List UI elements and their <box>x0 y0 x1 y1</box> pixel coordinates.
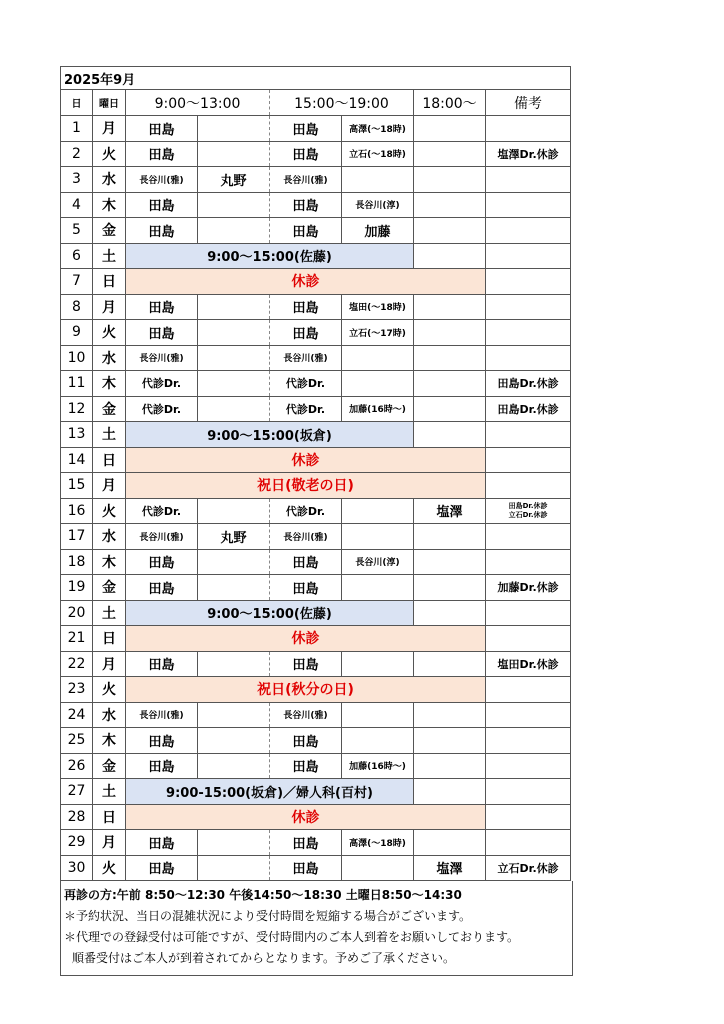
day-of-week: 金 <box>93 575 126 601</box>
table-row <box>61 473 571 499</box>
evening-doctor <box>414 371 486 397</box>
closed-label: 祝日(秋分の日) <box>126 677 486 703</box>
day-of-week: 日 <box>93 626 126 652</box>
afternoon-doctor-2 <box>342 575 414 601</box>
evening-doctor <box>414 141 486 167</box>
morning-doctor: 田島 <box>126 753 198 779</box>
table-row <box>61 116 571 142</box>
day-of-week: 月 <box>93 830 126 856</box>
table-row <box>61 804 571 830</box>
afternoon-doctor: 長谷川(雅) <box>270 167 342 193</box>
morning-doctor: 田島 <box>126 116 198 142</box>
morning-doctor-2 <box>198 575 270 601</box>
evening-doctor <box>414 830 486 856</box>
table-row <box>61 141 571 167</box>
day-number: 24 <box>61 702 93 728</box>
day-of-week: 日 <box>93 269 126 295</box>
morning-doctor: 田島 <box>126 575 198 601</box>
remarks-cell <box>486 677 571 703</box>
morning-doctor-2 <box>198 371 270 397</box>
morning-doctor-2 <box>198 498 270 524</box>
afternoon-doctor: 田島 <box>270 830 342 856</box>
afternoon-doctor-2 <box>342 651 414 677</box>
closed-label: 祝日(敬老の日) <box>126 473 486 499</box>
footer-note-3: 順番受付はご本人が到着されてからとなります。予めご了承ください。 <box>72 951 456 965</box>
evening-doctor <box>414 702 486 728</box>
afternoon-doctor: 田島 <box>270 549 342 575</box>
remarks-cell <box>486 218 571 244</box>
afternoon-doctor-2: 加藤 <box>342 218 414 244</box>
evening-doctor <box>414 422 486 448</box>
evening-doctor <box>414 753 486 779</box>
afternoon-doctor: 田島 <box>270 218 342 244</box>
afternoon-doctor: 田島 <box>270 651 342 677</box>
evening-doctor: 塩澤 <box>414 498 486 524</box>
table-row <box>61 677 571 703</box>
evening-doctor <box>414 575 486 601</box>
table-row <box>61 728 571 754</box>
remarks-cell: 立石Dr.休診 <box>486 855 571 881</box>
afternoon-doctor: 長谷川(雅) <box>270 702 342 728</box>
day-number: 30 <box>61 855 93 881</box>
afternoon-doctor-2 <box>342 498 414 524</box>
footer-note-2: ＊代理での登録受付は可能ですが、受付時間内のご本人到着をお願いしております。 <box>64 930 520 944</box>
evening-doctor <box>414 549 486 575</box>
day-of-week: 日 <box>93 804 126 830</box>
morning-doctor-2 <box>198 728 270 754</box>
evening-doctor <box>414 320 486 346</box>
remarks-cell <box>486 549 571 575</box>
day-of-week: 水 <box>93 702 126 728</box>
afternoon-doctor-2: 長谷川(淳) <box>342 549 414 575</box>
morning-doctor-2 <box>198 549 270 575</box>
evening-doctor <box>414 243 486 269</box>
day-number: 28 <box>61 804 93 830</box>
remarks-cell <box>486 167 571 193</box>
day-number: 8 <box>61 294 93 320</box>
evening-doctor <box>414 396 486 422</box>
morning-doctor: 田島 <box>126 651 198 677</box>
morning-doctor: 田島 <box>126 218 198 244</box>
evening-doctor <box>414 218 486 244</box>
header-evening: 18:00～ <box>414 90 486 116</box>
morning-doctor-2 <box>198 345 270 371</box>
evening-doctor <box>414 116 486 142</box>
table-row <box>61 524 571 550</box>
afternoon-doctor: 長谷川(雅) <box>270 524 342 550</box>
day-of-week: 土 <box>93 600 126 626</box>
afternoon-doctor-2 <box>342 167 414 193</box>
morning-doctor: 田島 <box>126 294 198 320</box>
morning-doctor: 田島 <box>126 728 198 754</box>
afternoon-doctor-2: 塩田(～18時) <box>342 294 414 320</box>
morning-doctor: 長谷川(雅) <box>126 702 198 728</box>
afternoon-doctor-2: 高澤(～18時) <box>342 830 414 856</box>
day-number: 12 <box>61 396 93 422</box>
morning-doctor: 長谷川(雅) <box>126 345 198 371</box>
closed-label: 休診 <box>126 269 486 295</box>
day-number: 13 <box>61 422 93 448</box>
afternoon-doctor: 代診Dr. <box>270 498 342 524</box>
evening-doctor <box>414 779 486 805</box>
footer-note-1: ＊予約状況、当日の混雑状況により受付時間を短縮する場合がございます。 <box>64 909 472 923</box>
saturday-hours: 9:00～15:00(佐藤) <box>126 600 414 626</box>
afternoon-doctor: 代診Dr. <box>270 371 342 397</box>
morning-doctor: 田島 <box>126 549 198 575</box>
header-afternoon: 15:00～19:00 <box>270 90 414 116</box>
remarks-cell <box>486 498 571 524</box>
morning-doctor: 田島 <box>126 320 198 346</box>
table-row <box>61 651 571 677</box>
morning-doctor: 代診Dr. <box>126 396 198 422</box>
morning-doctor-2 <box>198 855 270 881</box>
morning-doctor-2 <box>198 702 270 728</box>
day-number: 10 <box>61 345 93 371</box>
table-row <box>61 243 571 269</box>
morning-doctor-2 <box>198 116 270 142</box>
day-of-week: 月 <box>93 116 126 142</box>
day-number: 26 <box>61 753 93 779</box>
morning-doctor-2 <box>198 830 270 856</box>
table-row <box>61 498 571 524</box>
evening-doctor <box>414 345 486 371</box>
remarks-cell <box>486 345 571 371</box>
remarks-cell: 塩澤Dr.休診 <box>486 141 571 167</box>
day-of-week: 木 <box>93 549 126 575</box>
day-number: 6 <box>61 243 93 269</box>
morning-doctor-2 <box>198 192 270 218</box>
remarks-cell <box>486 600 571 626</box>
remarks-cell <box>486 804 571 830</box>
morning-doctor: 田島 <box>126 141 198 167</box>
day-of-week: 金 <box>93 218 126 244</box>
day-of-week: 土 <box>93 243 126 269</box>
schedule-sheet <box>60 66 570 976</box>
footer-hours: 再診の方:午前 8:50～12:30 午後14:50～18:30 土曜日8:50～14:30 <box>64 888 462 902</box>
afternoon-doctor-2: 加藤(16時～) <box>342 753 414 779</box>
remarks-cell <box>486 422 571 448</box>
day-number: 27 <box>61 779 93 805</box>
day-of-week: 火 <box>93 855 126 881</box>
table-row <box>61 549 571 575</box>
remarks-cell <box>486 243 571 269</box>
remarks-cell <box>486 753 571 779</box>
afternoon-doctor-2 <box>342 702 414 728</box>
day-number: 11 <box>61 371 93 397</box>
saturday-hours: 9:00～15:00(坂倉) <box>126 422 414 448</box>
evening-doctor <box>414 728 486 754</box>
table-row <box>61 320 571 346</box>
day-of-week: 土 <box>93 422 126 448</box>
morning-doctor-2 <box>198 320 270 346</box>
afternoon-doctor: 代診Dr. <box>270 396 342 422</box>
morning-doctor: 代診Dr. <box>126 498 198 524</box>
remarks-cell <box>486 447 571 473</box>
morning-doctor-2 <box>198 141 270 167</box>
afternoon-doctor: 田島 <box>270 855 342 881</box>
remarks-cell <box>486 702 571 728</box>
table-row <box>61 192 571 218</box>
page-title: 2025年9月 <box>61 67 571 90</box>
day-number: 2 <box>61 141 93 167</box>
afternoon-doctor-2: 立石(～18時) <box>342 141 414 167</box>
evening-doctor: 塩澤 <box>414 855 486 881</box>
evening-doctor <box>414 600 486 626</box>
afternoon-doctor: 田島 <box>270 320 342 346</box>
day-number: 16 <box>61 498 93 524</box>
afternoon-doctor-2: 高澤(～18時) <box>342 116 414 142</box>
day-number: 14 <box>61 447 93 473</box>
morning-doctor-2 <box>198 753 270 779</box>
day-of-week: 木 <box>93 371 126 397</box>
afternoon-doctor-2 <box>342 371 414 397</box>
table-row <box>61 294 571 320</box>
table-row <box>61 218 571 244</box>
remarks-cell: 加藤Dr.休診 <box>486 575 571 601</box>
morning-doctor: 長谷川(雅) <box>126 524 198 550</box>
table-row <box>61 575 571 601</box>
day-of-week: 火 <box>93 498 126 524</box>
day-number: 17 <box>61 524 93 550</box>
remarks-cell <box>486 116 571 142</box>
morning-doctor-2 <box>198 651 270 677</box>
closed-label: 休診 <box>126 804 486 830</box>
remarks-cell <box>486 473 571 499</box>
day-number: 23 <box>61 677 93 703</box>
table-row <box>61 269 571 295</box>
footer-notes <box>60 881 573 976</box>
header-remarks: 備考 <box>486 90 571 116</box>
table-row <box>61 626 571 652</box>
afternoon-doctor-2 <box>342 345 414 371</box>
day-number: 25 <box>61 728 93 754</box>
morning-doctor: 田島 <box>126 830 198 856</box>
evening-doctor <box>414 192 486 218</box>
day-of-week: 土 <box>93 779 126 805</box>
table-row <box>61 830 571 856</box>
afternoon-doctor: 長谷川(雅) <box>270 345 342 371</box>
day-number: 15 <box>61 473 93 499</box>
day-number: 5 <box>61 218 93 244</box>
table-row <box>61 422 571 448</box>
remarks-cell <box>486 192 571 218</box>
day-number: 20 <box>61 600 93 626</box>
table-row <box>61 702 571 728</box>
remark-line: 田島Dr.休診 <box>508 501 548 510</box>
day-number: 1 <box>61 116 93 142</box>
closed-label: 休診 <box>126 447 486 473</box>
morning-doctor: 長谷川(雅) <box>126 167 198 193</box>
remark-line: 立石Dr.休診 <box>508 510 548 519</box>
evening-doctor <box>414 524 486 550</box>
day-of-week: 金 <box>93 753 126 779</box>
remarks-cell <box>486 779 571 805</box>
morning-doctor: 田島 <box>126 192 198 218</box>
saturday-hours: 9:00～15:00(佐藤) <box>126 243 414 269</box>
remarks-cell: 塩田Dr.休診 <box>486 651 571 677</box>
header-day: 日 <box>61 90 93 116</box>
day-of-week: 月 <box>93 651 126 677</box>
day-of-week: 水 <box>93 524 126 550</box>
day-of-week: 月 <box>93 473 126 499</box>
table-row <box>61 396 571 422</box>
day-of-week: 水 <box>93 345 126 371</box>
afternoon-doctor-2: 加藤(16時～) <box>342 396 414 422</box>
remarks-cell <box>486 830 571 856</box>
afternoon-doctor: 田島 <box>270 753 342 779</box>
day-of-week: 火 <box>93 141 126 167</box>
header-morning: 9:00～13:00 <box>126 90 270 116</box>
afternoon-doctor: 田島 <box>270 728 342 754</box>
morning-doctor-2 <box>198 294 270 320</box>
afternoon-doctor: 田島 <box>270 116 342 142</box>
remarks-cell: 田島Dr.休診 <box>486 371 571 397</box>
day-of-week: 火 <box>93 677 126 703</box>
afternoon-doctor: 田島 <box>270 141 342 167</box>
morning-doctor: 代診Dr. <box>126 371 198 397</box>
day-number: 19 <box>61 575 93 601</box>
day-number: 21 <box>61 626 93 652</box>
table-row <box>61 779 571 805</box>
table-row <box>61 600 571 626</box>
afternoon-doctor-2: 立石(～17時) <box>342 320 414 346</box>
day-number: 22 <box>61 651 93 677</box>
afternoon-doctor: 田島 <box>270 192 342 218</box>
evening-doctor <box>414 167 486 193</box>
schedule-table <box>60 66 571 881</box>
day-number: 3 <box>61 167 93 193</box>
table-row <box>61 167 571 193</box>
day-of-week: 木 <box>93 728 126 754</box>
morning-doctor-2 <box>198 218 270 244</box>
table-row <box>61 345 571 371</box>
day-number: 9 <box>61 320 93 346</box>
remarks-cell <box>486 294 571 320</box>
afternoon-doctor-2 <box>342 524 414 550</box>
day-of-week: 月 <box>93 294 126 320</box>
evening-doctor <box>414 651 486 677</box>
morning-doctor: 田島 <box>126 855 198 881</box>
table-row <box>61 447 571 473</box>
morning-doctor-2: 丸野 <box>198 524 270 550</box>
table-row <box>61 753 571 779</box>
morning-doctor-2: 丸野 <box>198 167 270 193</box>
remarks-cell: 田島Dr.休診 <box>486 396 571 422</box>
remarks-cell <box>486 269 571 295</box>
day-number: 29 <box>61 830 93 856</box>
day-of-week: 火 <box>93 320 126 346</box>
table-row <box>61 371 571 397</box>
table-row <box>61 855 571 881</box>
day-number: 18 <box>61 549 93 575</box>
afternoon-doctor-2 <box>342 855 414 881</box>
remarks-cell <box>486 626 571 652</box>
day-of-week: 日 <box>93 447 126 473</box>
afternoon-doctor: 田島 <box>270 575 342 601</box>
day-number: 7 <box>61 269 93 295</box>
morning-doctor-2 <box>198 396 270 422</box>
afternoon-doctor-2: 長谷川(淳) <box>342 192 414 218</box>
header-row <box>61 90 571 116</box>
day-of-week: 水 <box>93 167 126 193</box>
closed-label: 休診 <box>126 626 486 652</box>
remarks-cell <box>486 320 571 346</box>
remarks-cell <box>486 524 571 550</box>
day-of-week: 金 <box>93 396 126 422</box>
day-of-week: 木 <box>93 192 126 218</box>
afternoon-doctor-2 <box>342 728 414 754</box>
evening-doctor <box>414 294 486 320</box>
afternoon-doctor: 田島 <box>270 294 342 320</box>
remarks-cell <box>486 728 571 754</box>
day-number: 4 <box>61 192 93 218</box>
header-dow: 曜日 <box>93 90 126 116</box>
saturday-hours: 9:00-15:00(坂倉)／婦人科(百村) <box>126 779 414 805</box>
